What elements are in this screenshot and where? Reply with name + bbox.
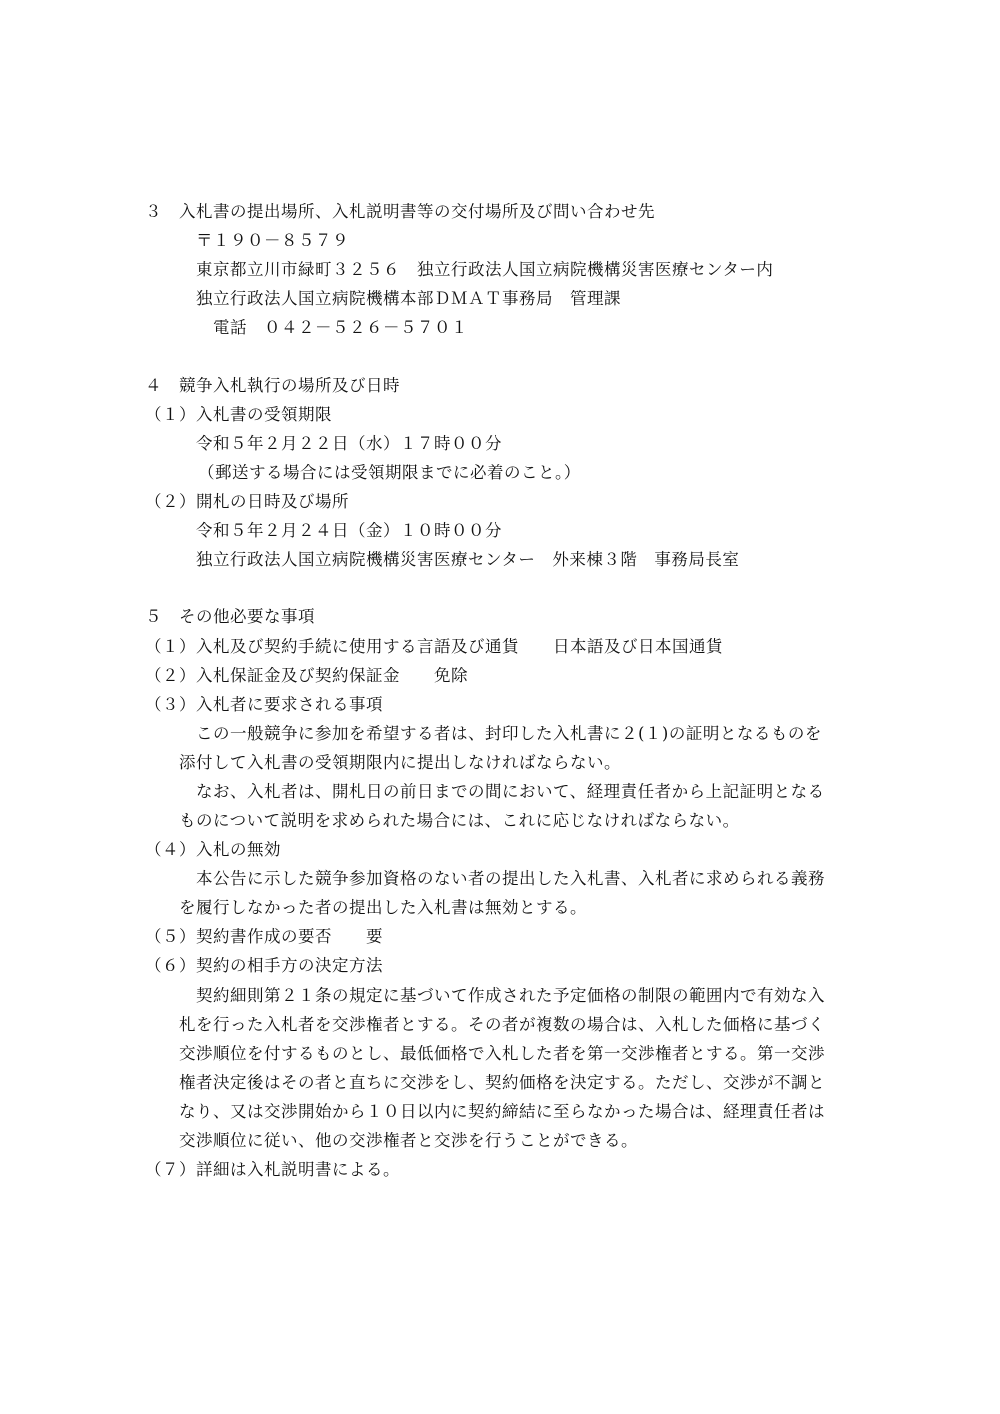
section5-heading: ５ その他必要な事項: [145, 607, 315, 626]
section5-item6-title: （６）契約の相手方の決定方法: [145, 956, 383, 975]
section5-item4-line1: 本公告に示した競争参加資格のない者の提出した入札書、入札者に求められる義務: [196, 869, 825, 888]
section4-item1-date: 令和５年２月２２日（水）１７時００分: [196, 434, 502, 453]
section5-item6-line1: 契約細則第２１条の規定に基づいて作成された予定価格の制限の範囲内で有効な入: [196, 986, 825, 1005]
section4-item1-title: （１）入札書の受領期限: [145, 405, 332, 424]
section4-item2-place: 独立行政法人国立病院機構災害医療センター 外来棟３階 事務局長室: [196, 550, 740, 569]
section5-item6-line3: 交渉順位を付するものとし、最低価格で入札した者を第一交渉権者とする。第一交渉: [179, 1044, 825, 1063]
section4-item2-title: （２）開札の日時及び場所: [145, 492, 349, 511]
section5-item6-line5: なり、又は交渉開始から１０日以内に契約締結に至らなかった場合は、経理責任者は: [179, 1102, 825, 1121]
address: 東京都立川市緑町３２５６ 独立行政法人国立病院機構災害医療センター内: [196, 260, 774, 279]
section5-item3-p2-line1: なお、入札者は、開札日の前日までの間において、経理責任者から上記証明となる: [196, 782, 825, 801]
section5-item3-title: （３）入札者に要求される事項: [145, 695, 383, 714]
section5-item5: （５）契約書作成の要否 要: [145, 927, 383, 946]
section5-item3-p2-line2: ものについて説明を求められた場合には、これに応じなければならない。: [179, 811, 740, 830]
section4-item2-date: 令和５年２月２４日（金）１０時００分: [196, 521, 502, 540]
section5-item6-line6: 交渉順位に従い、他の交渉権者と交渉を行うことができる。: [179, 1131, 638, 1150]
section5-item6-line2: 札を行った入札者を交渉権者とする。その者が複数の場合は、入札した価格に基づく: [179, 1015, 825, 1034]
section5-item3-p1-line1: この一般競争に参加を希望する者は、封印した入札書に２(１)の証明となるものを: [196, 724, 822, 743]
section3-heading: ３ 入札書の提出場所、入札説明書等の交付場所及び問い合わせ先: [145, 202, 655, 221]
section5-item1: （１）入札及び契約手続に使用する言語及び通貨 日本語及び日本国通貨: [145, 637, 723, 656]
section5-item3-p1-line2: 添付して入札書の受領期限内に提出しなければならない。: [179, 753, 621, 772]
section5-item4-line2: を履行しなかった者の提出した入札書は無効とする。: [179, 898, 587, 917]
section5-item4-title: （４）入札の無効: [145, 840, 281, 859]
organization: 独立行政法人国立病院機構本部ＤＭＡＴ事務局 管理課: [196, 289, 621, 308]
section4-item1-note: （郵送する場合には受領期限までに必着のこと。）: [198, 463, 581, 482]
section5-item2: （２）入札保証金及び契約保証金 免除: [145, 666, 468, 685]
section5-item7: （７）詳細は入札説明書による。: [145, 1160, 400, 1179]
phone: 電話 ０４２－５２６－５７０１: [213, 318, 468, 337]
section4-heading: ４ 競争入札執行の場所及び日時: [145, 376, 400, 395]
postal-code: 〒１９０－８５７９: [196, 231, 349, 250]
section5-item6-line4: 権者決定後はその者と直ちに交渉をし、契約価格を決定する。ただし、交渉が不調と: [179, 1073, 825, 1092]
